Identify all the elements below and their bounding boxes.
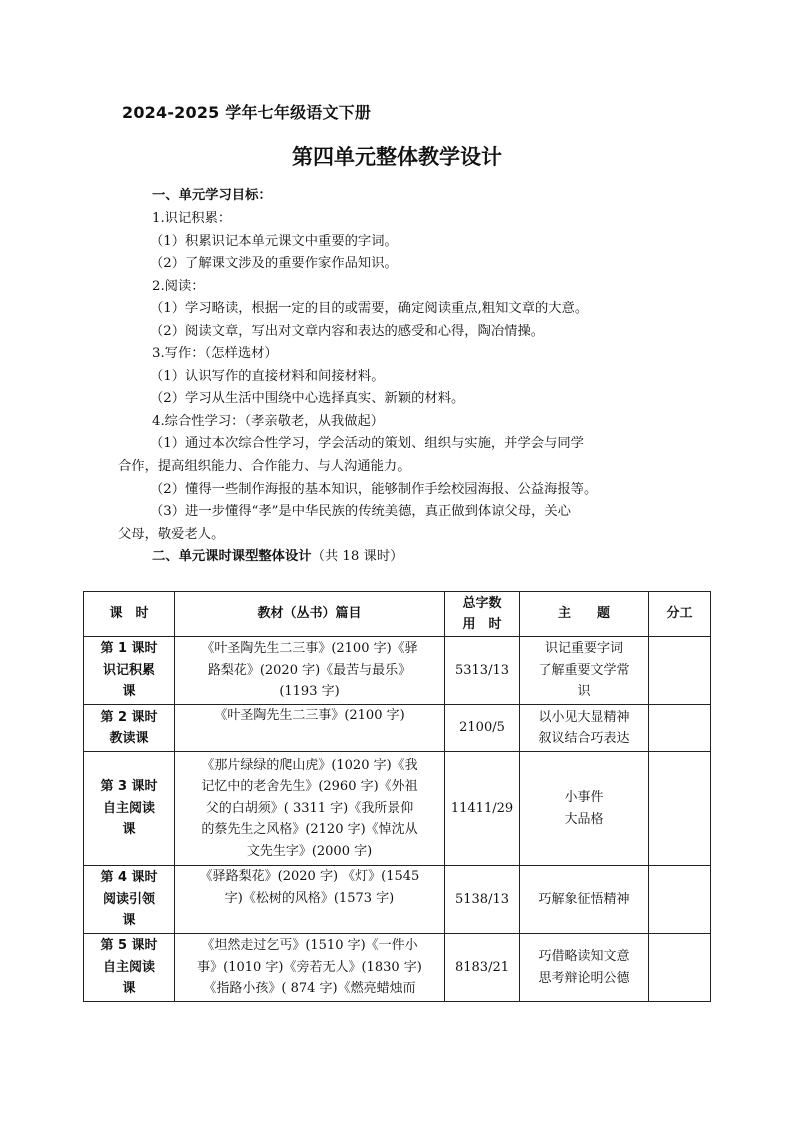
lesson-label: 第 3 课时 — [100, 779, 158, 795]
theme-line: 识记重要字词 — [544, 641, 623, 657]
lesson-type: 阅读引领 — [102, 891, 155, 907]
theme-cell — [520, 866, 649, 934]
theme-line: 识 — [577, 684, 591, 700]
theme-line: 了解重要文学常 — [538, 662, 630, 678]
texts-line: 《驿路梨花》(2020 字) 《灯》(1545 — [199, 869, 420, 884]
goal-4-item-1: （1）通过本次综合性学习，学会活动的策划、组织与实施，并学会与同学 — [150, 436, 584, 451]
lesson-plan-table — [83, 591, 711, 1002]
lesson-type-cont: 课 — [122, 981, 136, 997]
texts-cell — [175, 637, 445, 705]
texts-line: 《指路小孩》( 874 字)《燃亮蜡烛而 — [203, 981, 416, 997]
assign-cell — [649, 705, 711, 752]
texts-cell — [175, 866, 445, 934]
words-cell: 11411/29 — [445, 752, 520, 866]
goal-4-item-2: （2）懂得一些制作海报的基本知识，能够制作手绘校园海报、公益海报等。 — [150, 482, 598, 497]
texts-line: 字)《松树的风格》(1573 字) — [224, 890, 395, 906]
table-row — [84, 705, 711, 752]
theme-line: 以小见大显精神 — [538, 709, 630, 725]
header-assign: 分工 — [649, 592, 711, 637]
goal-1-title: 1.识记积累： — [152, 211, 232, 226]
table-row — [84, 637, 711, 705]
goal-2-item-2: （2）阅读文章，写出对文章内容和表达的感受和心得，陶冶情操。 — [150, 324, 545, 339]
goal-3-item-1: （1）认识写作的直接材料和间接材料。 — [150, 369, 385, 384]
theme-line: 巧借略读知文意 — [538, 949, 630, 964]
lesson-label: 第 5 课时 — [100, 938, 158, 954]
main-title: 第四单元整体教学设计 — [292, 145, 502, 169]
header-words-time — [445, 592, 520, 637]
assign-cell — [649, 752, 711, 866]
theme-line: 巧解象征悟精神 — [538, 891, 630, 907]
goal-3-item-2: （2）学习从生活中围绕中心选择真实、新颖的材料。 — [150, 391, 465, 406]
table-row — [84, 934, 711, 1002]
lesson-cell — [84, 705, 175, 752]
lesson-label: 第 2 课时 — [100, 709, 158, 725]
goal-4-item-3: （3）进一步懂得“孝”是中华民族的传统美德，真正做到体谅父母，关心 — [150, 504, 571, 519]
goal-1-item-2: （2）了解课文涉及的重要作家作品知识。 — [150, 256, 398, 271]
lesson-type: 自主阅读 — [102, 959, 155, 975]
section-2-title: 二、单元课时课型整体设计 — [152, 549, 312, 564]
theme-line: 大品格 — [564, 811, 604, 827]
words-cell: 2100/5 — [445, 705, 520, 752]
goal-3-title: 3.写作：（怎样选材） — [152, 346, 278, 361]
texts-cell — [175, 752, 445, 866]
texts-line: 《坦然走过乞丐》(1510 字)《一件小 — [201, 938, 418, 954]
lesson-cell — [84, 637, 175, 705]
texts-cell — [175, 705, 445, 752]
header-theme: 主 题 — [520, 592, 649, 637]
theme-line: 叙议结合巧表达 — [538, 731, 630, 746]
texts-line: 的蔡先生之风格》(2120 字)《悼沈从 — [201, 822, 418, 838]
goal-4-item-3-cont: 父母，敬爱老人。 — [118, 527, 225, 542]
theme-cell — [520, 705, 649, 752]
goal-2-title: 2.阅读： — [152, 279, 205, 294]
assign-cell — [649, 637, 711, 705]
texts-line: 《叶圣陶先生二三事》(2100 字)《驿 — [201, 641, 418, 657]
goal-4-item-1-cont: 合作，提高组织能力、合作能力、与人沟通能力。 — [118, 459, 411, 474]
texts-line: 父的白胡须》( 3311 字)《我所景仰 — [205, 800, 414, 816]
section-1-heading: 一、单元学习目标： — [152, 188, 272, 203]
texts-line: (1193 字) — [279, 684, 340, 700]
header-time: 用 时 — [462, 617, 502, 632]
texts-line: 路梨花》(2020 字)《最苦与最乐》 — [207, 662, 412, 678]
texts-line: 《叶圣陶先生二三事》(2100 字) — [214, 708, 405, 723]
lesson-cell — [84, 866, 175, 934]
words-cell: 5138/13 — [445, 866, 520, 934]
theme-cell — [520, 752, 649, 866]
lesson-cell — [84, 752, 175, 866]
lesson-type: 教读课 — [109, 731, 149, 746]
assign-cell — [649, 934, 711, 1002]
texts-cell — [175, 934, 445, 1002]
section-2-heading — [152, 546, 403, 569]
lesson-label: 第 4 课时 — [100, 870, 158, 886]
year-title: 2024-2025 学年七年级语文下册 — [122, 103, 372, 122]
lesson-cell — [84, 934, 175, 1002]
texts-line: 《那片绿绿的爬山虎》(1020 字)《我 — [201, 757, 418, 773]
words-cell: 8183/21 — [445, 934, 520, 1002]
table-header-row — [84, 592, 711, 637]
lesson-type: 识记积累 — [102, 662, 155, 678]
section-2-hours: （共 18 课时） — [311, 549, 404, 564]
theme-line: 小事件 — [564, 790, 604, 805]
theme-line: 思考辩论明公德 — [538, 970, 630, 986]
header-words: 总字数 — [462, 595, 502, 611]
theme-cell — [520, 637, 649, 705]
texts-line: 文先生字》(2000 字) — [246, 843, 373, 859]
table-row — [84, 866, 711, 934]
lesson-type-cont: 课 — [122, 684, 136, 700]
goal-1-item-1: （1）积累识记本单元课文中重要的字词。 — [150, 234, 398, 249]
texts-line: 记忆中的老舍先生》(2960 字)《外祖 — [201, 779, 418, 795]
lesson-label: 第 1 课时 — [100, 641, 158, 657]
theme-cell — [520, 934, 649, 1002]
lesson-type-cont: 课 — [122, 913, 136, 929]
table-row — [84, 752, 711, 866]
header-lesson: 课 时 — [84, 592, 175, 637]
texts-line: 事》(1010 字)《旁若无人》(1830 字) — [197, 959, 422, 975]
words-cell: 5313/13 — [445, 637, 520, 705]
lesson-type: 自主阅读 — [102, 800, 155, 816]
goal-4-title: 4.综合性学习：（孝亲敬老，从我做起） — [152, 414, 385, 429]
lesson-type-cont: 课 — [122, 822, 136, 838]
goal-2-item-1: （1）学习略读，根据一定的目的或需要，确定阅读重点,粗知文章的大意。 — [150, 301, 589, 316]
header-texts: 教材（丛书）篇目 — [175, 592, 445, 637]
assign-cell — [649, 866, 711, 934]
